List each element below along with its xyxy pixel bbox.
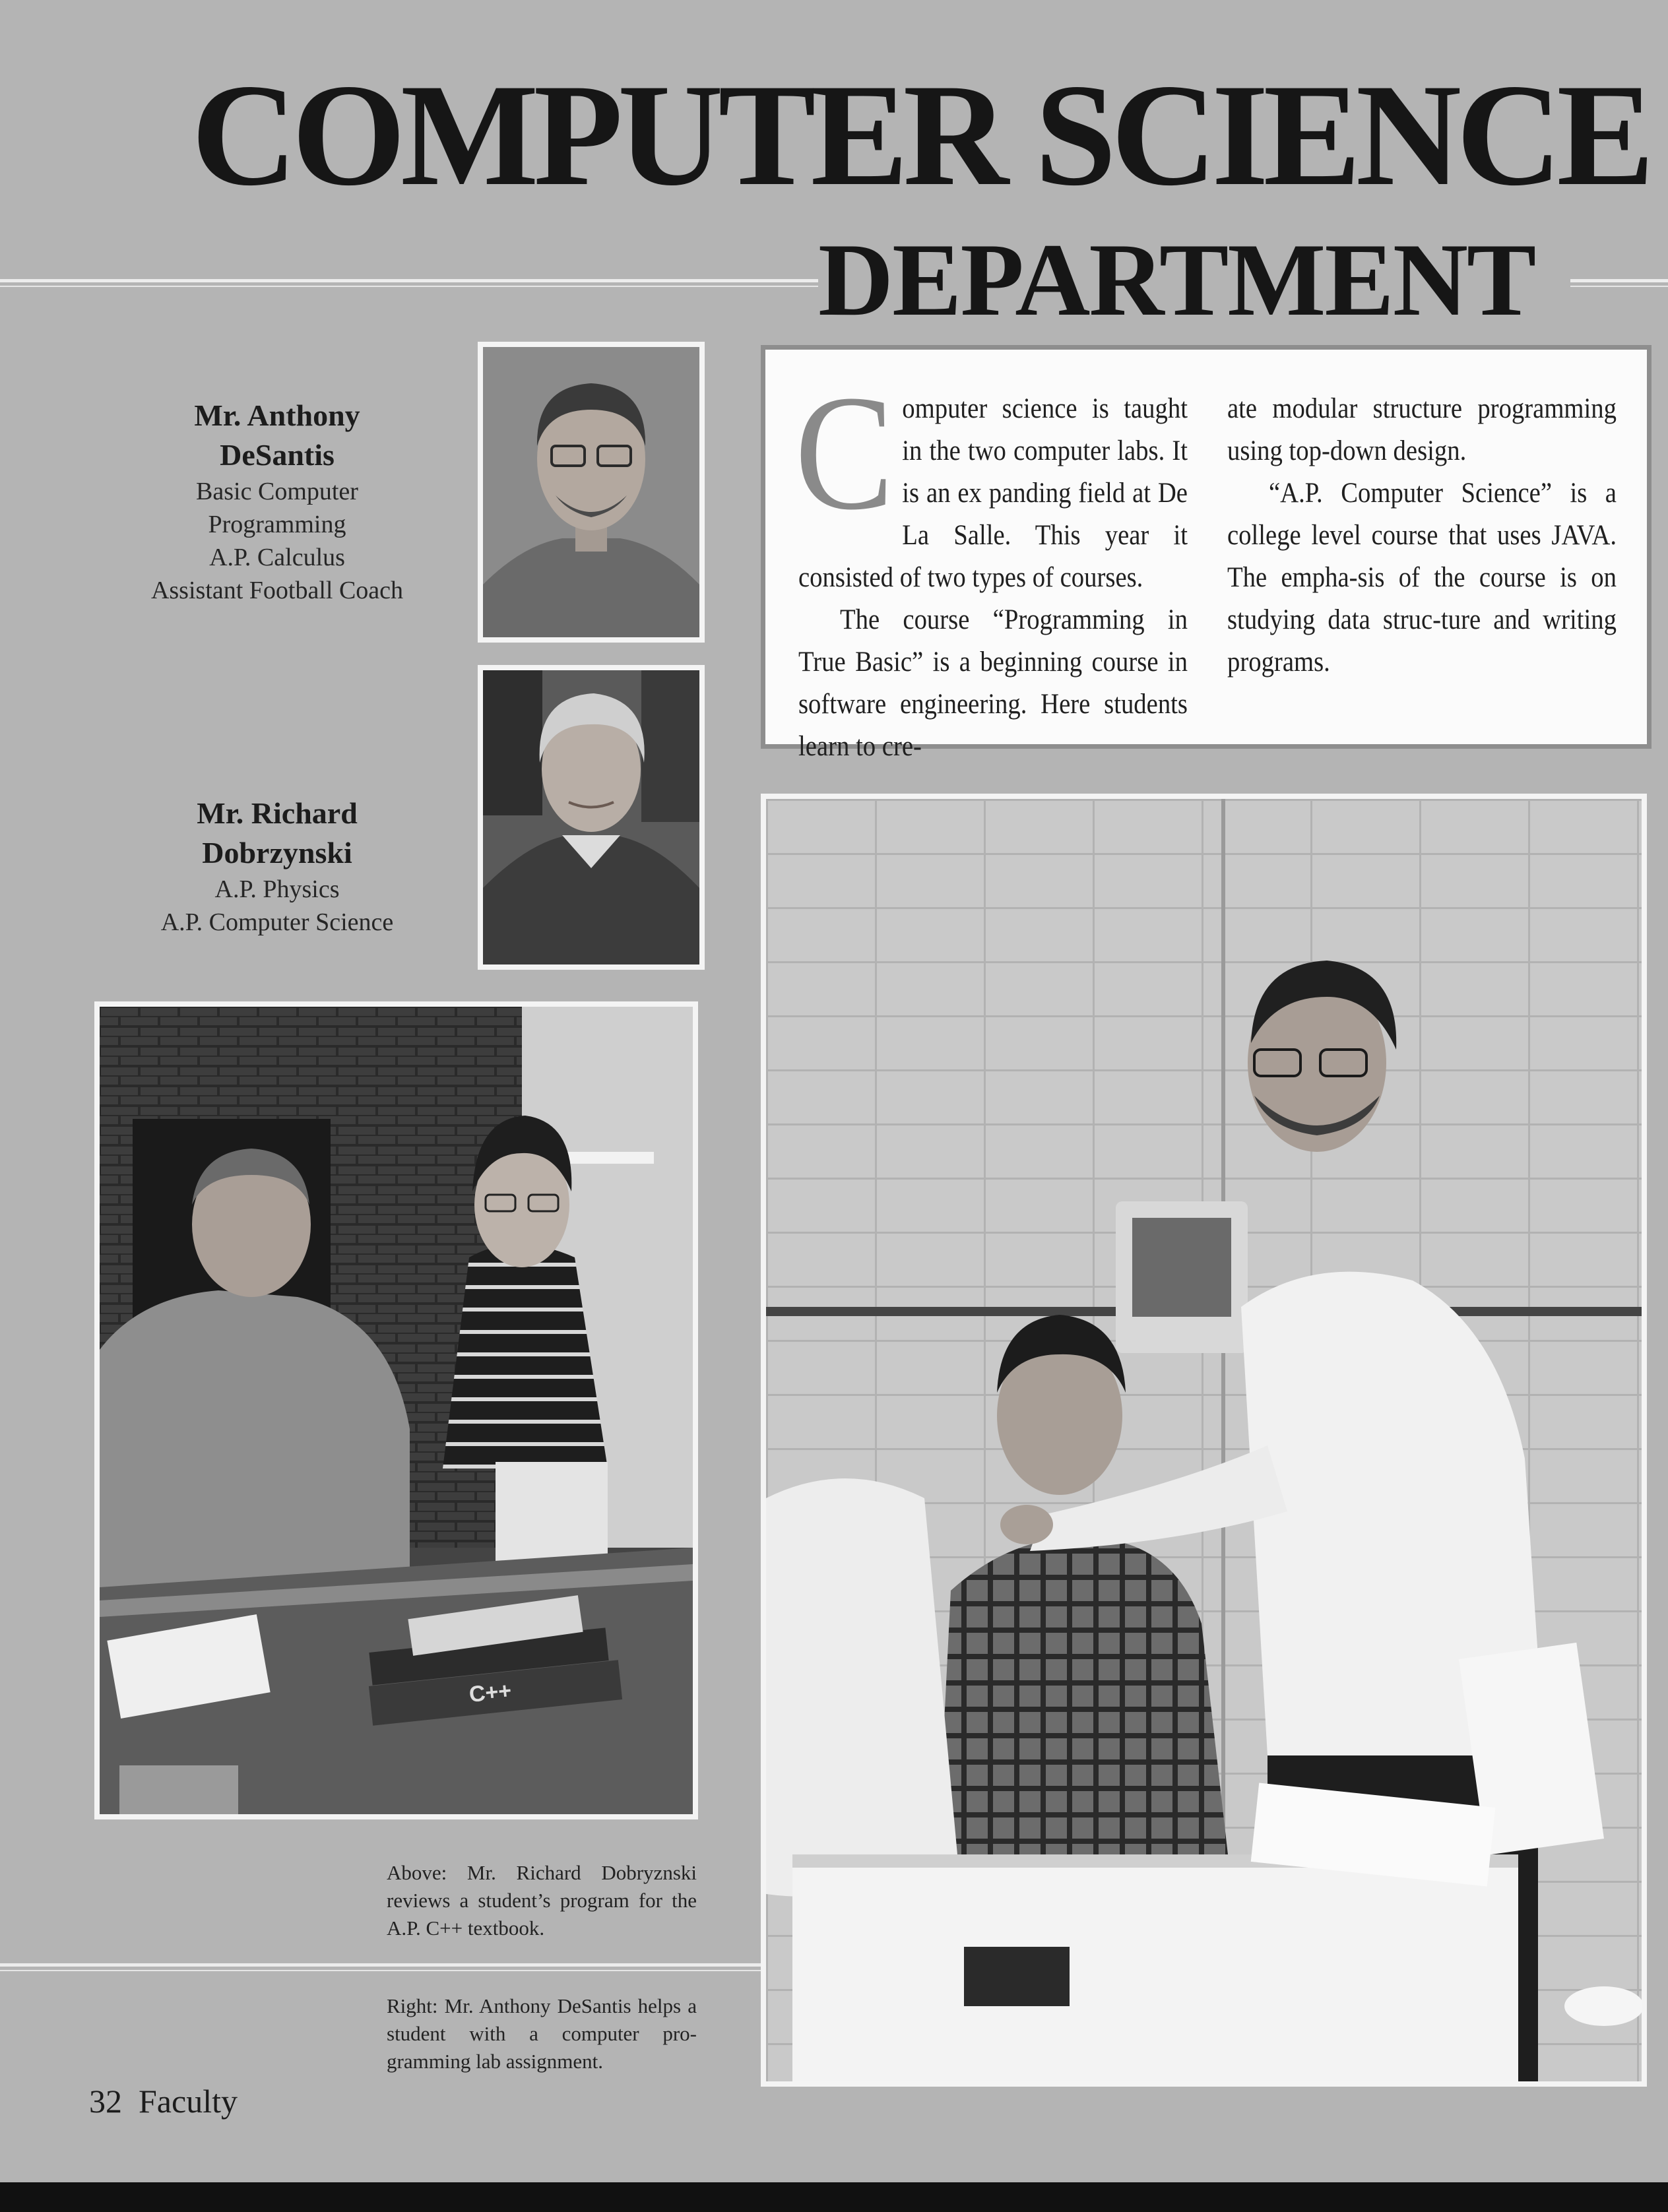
portrait-dobrzynski — [478, 665, 705, 970]
page-subtitle: DEPARTMENT — [818, 222, 1535, 338]
page-footer — [89, 2081, 238, 2121]
caption-right: Right: Mr. Anthony DeSantis helps a student with a computer pro-gramming lab assignment. — [387, 1994, 697, 2073]
portrait-desantis — [478, 342, 705, 643]
photo-desantis-student-image — [766, 799, 1642, 2081]
caption-above: Above: Mr. Richard Dobryznski reviews a student’s program for the A.P. C++ textbook. — [387, 1861, 697, 1940]
page-title: COMPUTER SCIENCE — [191, 54, 1650, 216]
article-box — [761, 345, 1652, 762]
bottom-rule — [0, 1963, 762, 1967]
article-column-1 — [794, 362, 1188, 768]
page-number: 32 — [89, 2083, 122, 2120]
portrait-dobrzynski-image — [483, 670, 699, 964]
faculty-name: Dobrzynski — [202, 836, 352, 869]
faculty-desantis — [73, 396, 482, 607]
faculty-role: Programming — [208, 511, 346, 538]
photo-dobrzynski-student — [94, 1001, 698, 1819]
faculty-role: Basic Computer — [196, 478, 358, 505]
book-spine-text: C++ — [468, 1678, 513, 1708]
portrait-desantis-image — [483, 347, 699, 637]
faculty-dobrzynski — [73, 794, 482, 939]
bottom-rule-thin — [0, 1970, 762, 1971]
scan-edge — [0, 2182, 1668, 2212]
faculty-role: A.P. Physics — [214, 875, 340, 903]
faculty-name: Mr. Richard — [197, 796, 358, 830]
article-paragraph: “A.P. Computer Science” is a college level course that uses JAVA. The empha-sis of the course is on studying data struc-ture and writing programs. — [1227, 478, 1617, 678]
faculty-role: Assistant Football Coach — [150, 577, 404, 604]
article-paragraph: The course “Programming in True Basic” is a beginning course in software engineering. Here students learn to cre- — [798, 604, 1188, 762]
article-column-2 — [1227, 388, 1617, 683]
faculty-name: DeSantis — [220, 438, 335, 472]
drop-cap: C — [794, 362, 894, 544]
title-rule-left-thin — [0, 286, 818, 287]
article-paragraph: ate modular structure programming using top-down design. — [1227, 393, 1617, 466]
photo-dobrzynski-student-image — [100, 1007, 693, 1814]
faculty-role: A.P. Calculus — [209, 544, 345, 571]
faculty-name: Mr. Anthony — [194, 398, 360, 432]
article-paragraph: omputer science is taught in the two computer labs. It is an ex panding field at De La Salle. This year it consisted of two types of courses. — [798, 393, 1188, 593]
faculty-role: A.P. Computer Science — [160, 908, 394, 936]
photo-desantis-student — [761, 794, 1647, 2087]
section-name: Faculty — [139, 2083, 238, 2120]
title-rule-left — [0, 279, 818, 282]
